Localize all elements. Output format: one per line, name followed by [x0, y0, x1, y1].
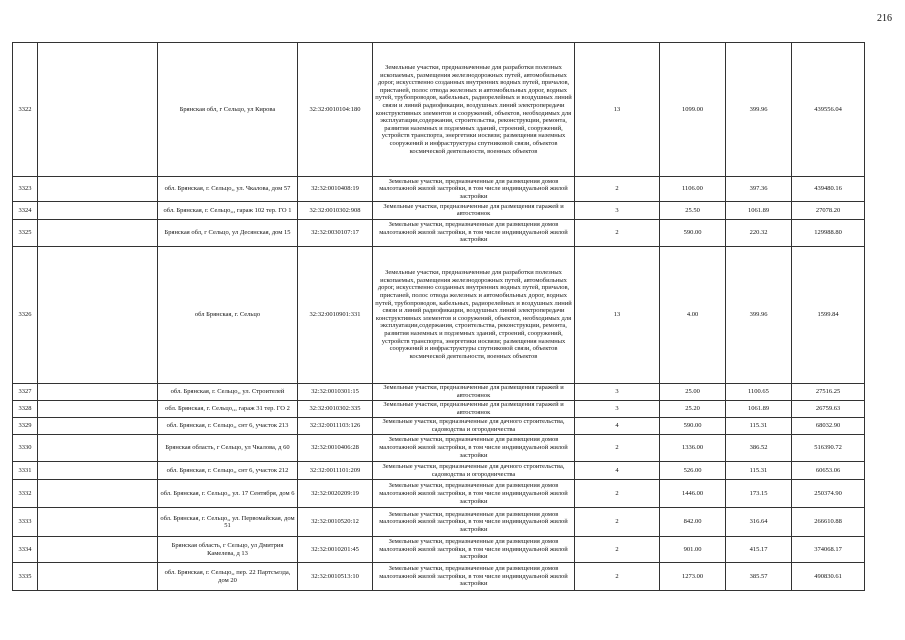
row-number: 3322 — [13, 43, 38, 177]
land-purpose-cell: Земельные участки, предназначенные для дачного строительства, садоводства и огородничества — [373, 418, 575, 435]
specific-value-cell: 115.31 — [726, 461, 792, 480]
row-number: 3329 — [13, 418, 38, 435]
blank-cell — [38, 383, 158, 400]
table-row — [13, 418, 865, 435]
row-number: 3335 — [13, 563, 38, 591]
row-number: 3328 — [13, 400, 38, 418]
blank-cell — [38, 43, 158, 177]
area-cell: 1273.00 — [660, 563, 726, 591]
blank-cell — [38, 177, 158, 202]
land-cadastral-table — [12, 42, 865, 591]
table-row — [13, 563, 865, 591]
blank-cell — [38, 480, 158, 508]
cadastral-number-cell: 32:32:0010301:15 — [298, 383, 373, 400]
address-cell: Брянская обл, г Сельцо, ул Кирова — [158, 43, 298, 177]
blank-cell — [38, 563, 158, 591]
group-number-cell: 2 — [575, 508, 660, 537]
cadastral-value-cell: 374068.17 — [792, 537, 865, 563]
cadastral-value-cell: 129988.80 — [792, 219, 865, 246]
specific-value-cell: 115.31 — [726, 418, 792, 435]
row-number: 3332 — [13, 480, 38, 508]
group-number-cell: 4 — [575, 418, 660, 435]
blank-cell — [38, 400, 158, 418]
group-number-cell: 2 — [575, 537, 660, 563]
blank-cell — [38, 434, 158, 461]
area-cell: 901.00 — [660, 537, 726, 563]
cadastral-number-cell: 32:32:0010513:10 — [298, 563, 373, 591]
group-number-cell: 2 — [575, 434, 660, 461]
table-row — [13, 508, 865, 537]
address-cell: обл. Брянская, г. Сельцо,, ул. 17 Сентября, дом 6 — [158, 480, 298, 508]
specific-value-cell: 220.32 — [726, 219, 792, 246]
area-cell: 842.00 — [660, 508, 726, 537]
area-cell: 1336.00 — [660, 434, 726, 461]
cadastral-number-cell: 32:32:0010302:335 — [298, 400, 373, 418]
area-cell: 1106.00 — [660, 177, 726, 202]
cadastral-number-cell: 32:32:0010520:12 — [298, 508, 373, 537]
cadastral-number-cell: 32:32:0011101:209 — [298, 461, 373, 480]
specific-value-cell: 1061.89 — [726, 202, 792, 220]
area-cell: 590.00 — [660, 219, 726, 246]
specific-value-cell: 399.96 — [726, 246, 792, 383]
specific-value-cell: 316.64 — [726, 508, 792, 537]
specific-value-cell: 397.36 — [726, 177, 792, 202]
area-cell: 25.50 — [660, 202, 726, 220]
area-cell: 4.00 — [660, 246, 726, 383]
specific-value-cell: 385.57 — [726, 563, 792, 591]
cadastral-value-cell: 1599.84 — [792, 246, 865, 383]
blank-cell — [38, 246, 158, 383]
group-number-cell: 2 — [575, 177, 660, 202]
group-number-cell: 4 — [575, 461, 660, 480]
table-row — [13, 383, 865, 400]
table-row — [13, 219, 865, 246]
land-purpose-cell: Земельные участки, предназначенные для размещения домов малоэтажной жилой застройки, в том числе индивидуальной жилой застройки — [373, 480, 575, 508]
land-purpose-cell: Земельные участки, предназначенные для размещения гаражей и автостоянок — [373, 400, 575, 418]
table-row — [13, 202, 865, 220]
cadastral-value-cell: 27078.20 — [792, 202, 865, 220]
address-cell: Брянская область, г Сельцо, ул Дмитрия Камелева, д 13 — [158, 537, 298, 563]
cadastral-value-cell: 490830.61 — [792, 563, 865, 591]
area-cell: 526.00 — [660, 461, 726, 480]
specific-value-cell: 1100.65 — [726, 383, 792, 400]
area-cell: 590.00 — [660, 418, 726, 435]
specific-value-cell: 386.52 — [726, 434, 792, 461]
blank-cell — [38, 418, 158, 435]
cadastral-value-cell: 26759.63 — [792, 400, 865, 418]
group-number-cell: 2 — [575, 480, 660, 508]
land-purpose-cell: Земельные участки, предназначенные для размещения гаражей и автостоянок — [373, 202, 575, 220]
land-purpose-cell: Земельные участки, предназначенные для размещения домов малоэтажной жилой застройки, в том числе индивидуальной жилой застройки — [373, 537, 575, 563]
land-purpose-cell: Земельные участки, предназначенные для размещения домов малоэтажной жилой застройки, в том числе индивидуальной жилой застройки — [373, 177, 575, 202]
row-number: 3323 — [13, 177, 38, 202]
address-cell: обл. Брянская, г. Сельцо,,, гараж 102 тер. ГО 1 — [158, 202, 298, 220]
area-cell: 25.00 — [660, 383, 726, 400]
table-row — [13, 246, 865, 383]
cadastral-number-cell: 32:32:0011103:126 — [298, 418, 373, 435]
cadastral-value-cell: 60653.06 — [792, 461, 865, 480]
blank-cell — [38, 461, 158, 480]
land-purpose-cell: Земельные участки, предназначенные для размещения домов малоэтажной жилой застройки, в том числе индивидуальной жилой застройки — [373, 508, 575, 537]
cadastral-value-cell: 266610.88 — [792, 508, 865, 537]
address-cell: обл. Брянская, г. Сельцо,, снт 6, участок 213 — [158, 418, 298, 435]
land-purpose-cell: Земельные участки, предназначенные для дачного строительства, садоводства и огородничества — [373, 461, 575, 480]
cadastral-number-cell: 32:32:0030107:17 — [298, 219, 373, 246]
cadastral-number-cell: 32:32:0010408:19 — [298, 177, 373, 202]
group-number-cell: 3 — [575, 383, 660, 400]
group-number-cell: 13 — [575, 246, 660, 383]
cadastral-value-cell: 250374.90 — [792, 480, 865, 508]
cadastral-number-cell: 32:32:0010104:180 — [298, 43, 373, 177]
table-row — [13, 480, 865, 508]
address-cell: обл. Брянская, г. Сельцо,, ул. Чкалова, дом 57 — [158, 177, 298, 202]
group-number-cell: 2 — [575, 563, 660, 591]
specific-value-cell: 1061.89 — [726, 400, 792, 418]
cadastral-number-cell: 32:32:0010302:908 — [298, 202, 373, 220]
blank-cell — [38, 219, 158, 246]
row-number: 3333 — [13, 508, 38, 537]
land-purpose-cell: Земельные участки, предназначенные для разработки полезных ископаемых, размещения железнодорожных путей, автомобильных дорог, искусственно созданных внутренних водных путей, причалов, пристаней, полос отвода железных и автомобильных дорог, водных путей, трубопроводов, кабельных, радиорелейных и воздушных линий связи и линий радиофикации, воздушных линий электропередачи конструктивных элементов и сооружений, объектов, необходимых для эксплуатации,содержания, строительства, реконструкции, ремонта, развития наземных и подземных зданий, строений, сооружений, устройств транспорта, энергетики иосвязи; размещения наземных сооружений и инфраструктуры спутниковой связи, объектов космической деятельности, военных объектов — [373, 246, 575, 383]
land-purpose-cell: Земельные участки, предназначенные для размещения домов малоэтажной жилой застройки, в том числе индивидуальной жилой застройки — [373, 434, 575, 461]
page-number: 216 — [877, 13, 892, 24]
address-cell: Брянская область, г Сельцо, ул Чкалова, д 60 — [158, 434, 298, 461]
table-row — [13, 400, 865, 418]
row-number: 3324 — [13, 202, 38, 220]
area-cell: 25.20 — [660, 400, 726, 418]
land-purpose-cell: Земельные участки, предназначенные для размещения гаражей и автостоянок — [373, 383, 575, 400]
address-cell: обл. Брянская, г. Сельцо,,, гараж 31 тер. ГО 2 — [158, 400, 298, 418]
cadastral-number-cell: 32:32:0010901:331 — [298, 246, 373, 383]
cadastral-value-cell: 27516.25 — [792, 383, 865, 400]
address-cell: обл Брянская, г. Сельцо — [158, 246, 298, 383]
row-number: 3327 — [13, 383, 38, 400]
row-number: 3334 — [13, 537, 38, 563]
blank-cell — [38, 537, 158, 563]
land-purpose-cell: Земельные участки, предназначенные для разработки полезных ископаемых, размещения железнодорожных путей, автомобильных дорог, искусственно созданных внутренних водных путей, причалов, пристаней, полос отвода железных и автомобильных дорог, водных путей, трубопроводов, кабельных, радиорелейных и воздушных линий связи и линий радиофикации, воздушных линий электропередачи конструктивных элементов и сооружений, объектов, необходимых для эксплуатации,содержания, строительства, реконструкции, ремонта, развития наземных и подземных зданий, строений, сооружений, устройств транспорта, энергетики иосвязи; размещения наземных сооружений и инфраструктуры спутниковой связи, объектов космической деятельности, военных объектов — [373, 43, 575, 177]
table-row — [13, 434, 865, 461]
address-cell: обл. Брянская, г. Сельцо,, ул. Первомайская, дом 51 — [158, 508, 298, 537]
cadastral-value-cell: 439480.16 — [792, 177, 865, 202]
specific-value-cell: 415.17 — [726, 537, 792, 563]
row-number: 3330 — [13, 434, 38, 461]
blank-cell — [38, 202, 158, 220]
table-row — [13, 461, 865, 480]
table-row — [13, 177, 865, 202]
cadastral-value-cell: 516390.72 — [792, 434, 865, 461]
group-number-cell: 3 — [575, 400, 660, 418]
blank-cell — [38, 508, 158, 537]
table-row — [13, 43, 865, 177]
land-purpose-cell: Земельные участки, предназначенные для размещения домов малоэтажной жилой застройки, в том числе индивидуальной жилой застройки — [373, 563, 575, 591]
cadastral-number-cell: 32:32:0010201:45 — [298, 537, 373, 563]
table-row — [13, 537, 865, 563]
cadastral-number-cell: 32:32:0020209:19 — [298, 480, 373, 508]
land-purpose-cell: Земельные участки, предназначенные для размещения домов малоэтажной жилой застройки, в том числе индивидуальной жилой застройки — [373, 219, 575, 246]
row-number: 3325 — [13, 219, 38, 246]
area-cell: 1099.00 — [660, 43, 726, 177]
group-number-cell: 13 — [575, 43, 660, 177]
cadastral-number-cell: 32:32:0010406:28 — [298, 434, 373, 461]
group-number-cell: 3 — [575, 202, 660, 220]
row-number: 3331 — [13, 461, 38, 480]
cadastral-value-cell: 439556.04 — [792, 43, 865, 177]
address-cell: обл. Брянская, г. Сельцо,, пер. 22 Партсъезда, дом 20 — [158, 563, 298, 591]
specific-value-cell: 173.15 — [726, 480, 792, 508]
address-cell: Брянская обл, г Сельцо, ул Десянская, дом 15 — [158, 219, 298, 246]
cadastral-value-cell: 68032.90 — [792, 418, 865, 435]
address-cell: обл. Брянская, г. Сельцо,, снт 6, участок 212 — [158, 461, 298, 480]
table-body — [13, 43, 865, 591]
group-number-cell: 2 — [575, 219, 660, 246]
address-cell: обл. Брянская, г. Сельцо,, ул. Строителей — [158, 383, 298, 400]
row-number: 3326 — [13, 246, 38, 383]
specific-value-cell: 399.96 — [726, 43, 792, 177]
area-cell: 1446.00 — [660, 480, 726, 508]
